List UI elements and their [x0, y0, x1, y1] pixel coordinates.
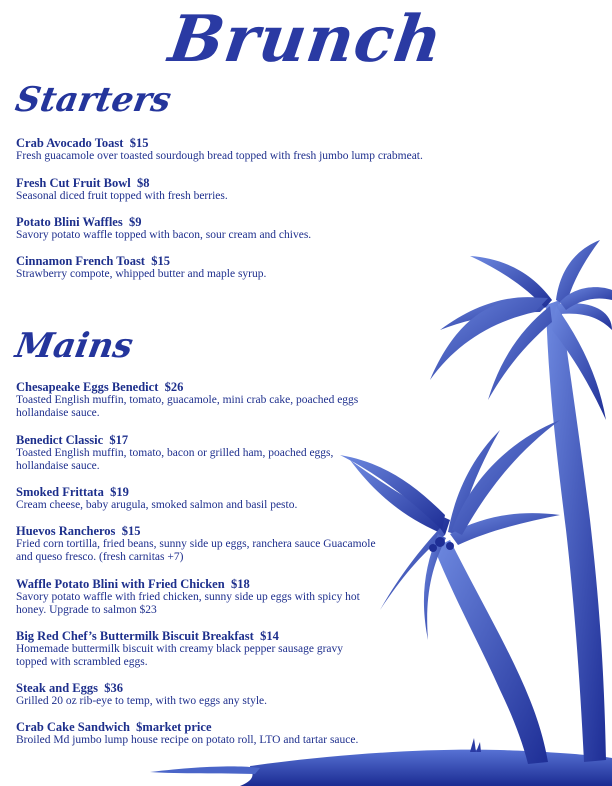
item-description: Savory potato waffle with fried chicken, sunny side up eggs with spicy hot honey. Upgrade to salmon $23 — [16, 591, 360, 616]
item-heading — [16, 433, 376, 447]
menu-item — [16, 485, 376, 512]
section-heading-starters: Starters — [12, 80, 175, 120]
item-name: Chesapeake Eggs Benedict — [16, 380, 159, 394]
item-description: Strawberry compote, whipped butter and maple syrup. — [16, 268, 267, 280]
item-price: $26 — [164, 380, 184, 394]
item-price: $market price — [136, 720, 212, 734]
item-name: Steak and Eggs — [16, 681, 98, 695]
item-name: Crab Avocado Toast — [16, 136, 124, 150]
menu-item — [16, 176, 376, 203]
item-price: $15 — [121, 524, 141, 538]
item-price: $15 — [129, 136, 149, 150]
item-heading — [16, 176, 376, 190]
item-name: Waffle Potato Blini with Fried Chicken — [16, 577, 225, 591]
item-description: Savory potato waffle topped with bacon, sour cream and chives. — [16, 229, 312, 241]
item-description: Seasonal diced fruit topped with fresh berries. — [16, 190, 228, 202]
item-description: Homemade buttermilk biscuit with creamy black pepper sausage gravy topped with scrambled eggs. — [16, 643, 344, 668]
item-name: Fresh Cut Fruit Bowl — [16, 176, 131, 190]
item-heading — [16, 136, 376, 150]
menu-item — [16, 136, 423, 163]
menu-title: Brunch — [164, 2, 448, 77]
item-price: $8 — [136, 176, 150, 190]
item-name: Huevos Rancheros — [16, 524, 116, 538]
item-heading — [16, 681, 376, 695]
item-price: $14 — [260, 629, 279, 643]
menu-item — [16, 433, 376, 473]
item-price: $17 — [109, 433, 129, 447]
menu-item — [16, 524, 376, 564]
item-heading — [16, 380, 376, 394]
item-description: Fried corn tortilla, fried beans, sunny side up eggs, ranchera sauce Guacamole and queso fresco. (fresh carnitas +7) — [16, 538, 376, 563]
item-heading — [16, 629, 376, 643]
item-description: Broiled Md jumbo lump house recipe on potato roll, LTO and tartar sauce. — [16, 734, 359, 746]
item-name: Benedict Classic — [16, 433, 104, 447]
item-heading — [16, 485, 376, 499]
menu-item — [16, 215, 376, 242]
menu-item — [16, 577, 376, 617]
item-name: Crab Cake Sandwich — [16, 720, 130, 734]
section-heading-mains: Mains — [12, 326, 136, 366]
item-name: Big Red Chef’s Buttermilk Biscuit Breakfast — [16, 629, 254, 643]
item-description: Grilled 20 oz rib-eye to temp, with two eggs any style. — [16, 695, 268, 707]
item-price: $18 — [230, 577, 250, 591]
item-price: $15 — [151, 254, 170, 268]
item-name: Cinnamon French Toast — [16, 254, 145, 268]
menu-item — [16, 380, 376, 420]
item-heading — [16, 524, 376, 538]
item-price: $36 — [104, 681, 123, 695]
menu-item — [16, 254, 376, 281]
item-name: Potato Blini Waffles — [16, 215, 123, 229]
item-heading — [16, 254, 376, 268]
item-description: Toasted English muffin, tomato, guacamole, mini crab cake, poached eggs hollandaise sauce. — [16, 394, 359, 419]
item-heading — [16, 577, 376, 591]
menu-item — [16, 681, 376, 708]
item-price: $19 — [110, 485, 129, 499]
item-price: $9 — [128, 215, 142, 229]
menu-item — [16, 720, 376, 747]
item-name: Smoked Frittata — [16, 485, 104, 499]
item-description: Cream cheese, baby arugula, smoked salmon and basil pesto. — [16, 499, 298, 511]
item-description: Toasted English muffin, tomato, bacon or grilled ham, poached eggs, hollandaise sauce. — [16, 447, 334, 472]
menu-item — [16, 629, 376, 669]
item-heading — [16, 720, 376, 734]
item-description: Fresh guacamole over toasted sourdough bread topped with fresh jumbo lump crabmeat. — [16, 150, 423, 162]
item-heading — [16, 215, 376, 229]
